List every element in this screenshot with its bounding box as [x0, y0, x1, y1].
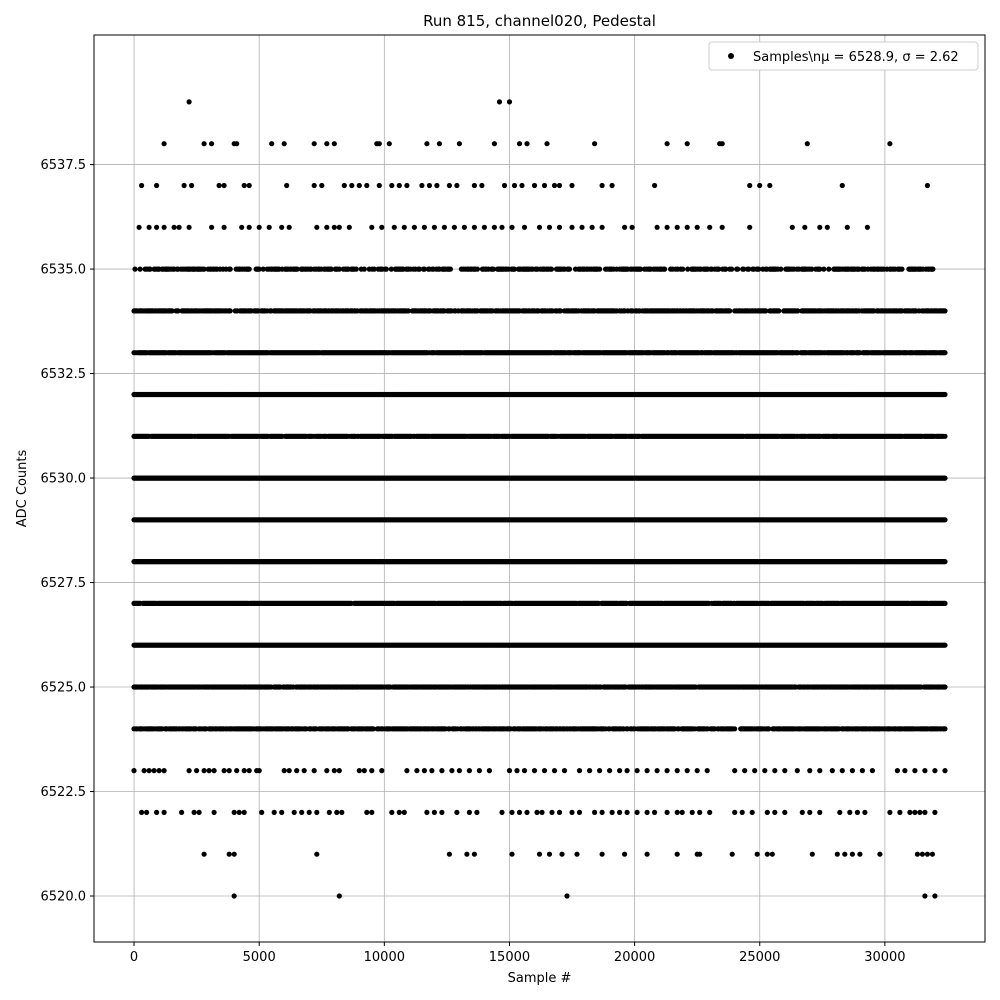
data-point [404, 183, 409, 188]
data-point [776, 308, 781, 313]
data-point [389, 183, 394, 188]
data-point [349, 183, 354, 188]
data-point [825, 225, 830, 230]
data-point [845, 225, 850, 230]
data-point [384, 267, 389, 272]
data-point [402, 225, 407, 230]
data-point [680, 267, 685, 272]
data-point [247, 183, 252, 188]
data-point [492, 225, 497, 230]
data-point [720, 141, 725, 146]
data-point [364, 183, 369, 188]
data-point [138, 267, 143, 272]
data-point [802, 225, 807, 230]
data-point [427, 183, 432, 188]
data-point [537, 225, 542, 230]
data-point [342, 183, 347, 188]
data-point [735, 267, 740, 272]
data-point [369, 225, 374, 230]
data-point [821, 267, 826, 272]
data-point [675, 225, 680, 230]
data-point [432, 225, 437, 230]
data-point [482, 225, 487, 230]
data-point [840, 183, 845, 188]
data-point [379, 225, 384, 230]
data-point [147, 225, 152, 230]
data-point [479, 183, 484, 188]
data-point [597, 267, 602, 272]
data-point [324, 141, 329, 146]
data-point [522, 225, 527, 230]
data-point [524, 141, 529, 146]
data-point [747, 225, 752, 230]
data-point [665, 225, 670, 230]
data-point [332, 225, 337, 230]
data-point [387, 141, 392, 146]
data-point [942, 308, 947, 313]
data-point [532, 183, 537, 188]
data-point [887, 141, 892, 146]
data-point [549, 267, 554, 272]
data-point [217, 183, 222, 188]
data-point [942, 434, 947, 439]
data-point [422, 225, 427, 230]
data-point [652, 183, 657, 188]
data-point [685, 225, 690, 230]
data-point [817, 225, 822, 230]
data-point [397, 183, 402, 188]
data-point [189, 183, 194, 188]
data-point [257, 225, 262, 230]
data-point [767, 183, 772, 188]
data-point [182, 183, 187, 188]
data-point [222, 225, 227, 230]
data-point [655, 225, 660, 230]
data-point [517, 141, 522, 146]
data-point [542, 183, 547, 188]
data-point [512, 183, 517, 188]
data-point [287, 225, 292, 230]
data-point [267, 225, 272, 230]
data-point [579, 225, 584, 230]
data-point [544, 141, 549, 146]
data-point [132, 267, 137, 272]
data-point [590, 225, 595, 230]
data-point [239, 225, 244, 230]
data-point [324, 225, 329, 230]
data-point [942, 350, 947, 355]
data-point [925, 183, 930, 188]
data-point [332, 141, 337, 146]
data-point [472, 183, 477, 188]
data-point [154, 225, 159, 230]
data-point [457, 141, 462, 146]
data-point [757, 183, 762, 188]
data-point [312, 183, 317, 188]
data-point [392, 225, 397, 230]
data-point [472, 225, 477, 230]
data-point [720, 225, 725, 230]
data-point [557, 225, 562, 230]
data-point [826, 267, 831, 272]
data-point [234, 141, 239, 146]
data-point [492, 141, 497, 146]
data-point [337, 225, 342, 230]
data-point [312, 141, 317, 146]
data-point [805, 141, 810, 146]
data-point [228, 308, 233, 313]
data-point [209, 225, 214, 230]
data-point [729, 267, 734, 272]
data-point [319, 183, 324, 188]
data-point [434, 183, 439, 188]
data-point [552, 183, 557, 188]
data-point [228, 267, 233, 272]
data-point [362, 267, 367, 272]
data-point [569, 183, 574, 188]
data-point [437, 141, 442, 146]
data-point [442, 225, 447, 230]
data-point [630, 225, 635, 230]
data-point [665, 141, 670, 146]
data-point [412, 225, 417, 230]
data-point [269, 141, 274, 146]
data-point [247, 225, 252, 230]
data-point [899, 267, 904, 272]
data-point [547, 225, 552, 230]
data-point [778, 267, 783, 272]
data-point [942, 476, 947, 481]
data-point [187, 225, 192, 230]
data-point [424, 141, 429, 146]
data-point [662, 267, 667, 272]
data-point [610, 183, 615, 188]
data-point [162, 141, 167, 146]
data-point [519, 183, 524, 188]
data-point [242, 183, 247, 188]
data-point [509, 225, 514, 230]
data-point [162, 225, 167, 230]
data-point [567, 267, 572, 272]
data-point [497, 99, 502, 104]
data-point [284, 183, 289, 188]
data-point [865, 225, 870, 230]
data-point [377, 141, 382, 146]
data-point [727, 308, 732, 313]
data-point [282, 141, 287, 146]
data-point [137, 225, 142, 230]
data-point [622, 225, 627, 230]
data-point [507, 99, 512, 104]
data-point [172, 225, 177, 230]
data-point [154, 183, 159, 188]
data-point [930, 267, 935, 272]
data-point [462, 225, 467, 230]
data-point [187, 99, 192, 104]
data-point [592, 141, 597, 146]
data-point [499, 225, 504, 230]
data-point [314, 225, 319, 230]
data-point [600, 225, 605, 230]
data-point [209, 141, 214, 146]
data-point [247, 267, 252, 272]
data-point [707, 225, 712, 230]
data-point [454, 183, 459, 188]
data-point [377, 183, 382, 188]
data-point [222, 183, 227, 188]
data-point [557, 183, 562, 188]
data-point [354, 267, 359, 272]
data-point [695, 225, 700, 230]
data-point [475, 267, 480, 272]
data-point [177, 225, 182, 230]
data-point [279, 225, 284, 230]
data-point [419, 183, 424, 188]
data-point [600, 183, 605, 188]
data-point [357, 183, 362, 188]
data-point [448, 267, 453, 272]
data-point [139, 183, 144, 188]
data-point [502, 183, 507, 188]
data-point [347, 225, 352, 230]
data-point [569, 225, 574, 230]
data-point [202, 141, 207, 146]
data-point [685, 141, 690, 146]
data-point [747, 183, 752, 188]
data-point [452, 225, 457, 230]
data-point [942, 392, 947, 397]
data-point [447, 183, 452, 188]
data-point [790, 225, 795, 230]
